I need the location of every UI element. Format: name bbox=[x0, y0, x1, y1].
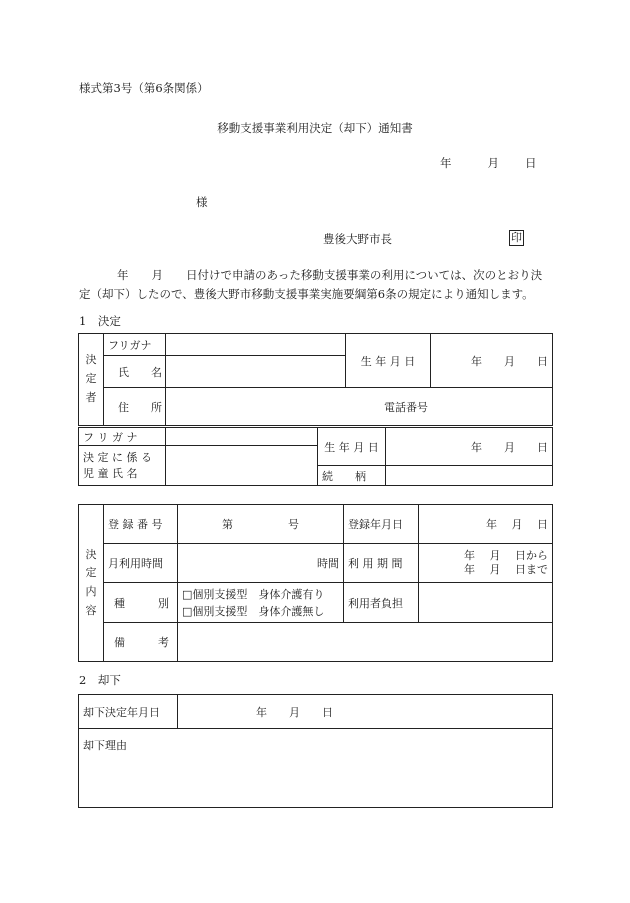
body-line-1: 年 月 日付けで申請のあった移動支援事業の利用については、次のとおり決 bbox=[117, 268, 543, 282]
child-birthdate-value[interactable]: 年 月 日 bbox=[386, 428, 553, 466]
relation-field[interactable] bbox=[386, 466, 553, 486]
document-title: 移動支援事業利用決定（却下）通知書 bbox=[217, 121, 413, 135]
decision-side-label: 決 定 内 容 bbox=[79, 505, 104, 662]
phone-label: 電話番号 bbox=[384, 400, 428, 414]
seal-mark bbox=[509, 230, 524, 246]
period-to: 年 月 日まで bbox=[464, 563, 548, 576]
reg-date-field[interactable]: 年 月 日 bbox=[419, 505, 553, 544]
rejection-table bbox=[78, 694, 553, 808]
decision-table bbox=[78, 504, 553, 662]
reg-no-label: 登 録 番 号 bbox=[104, 505, 178, 544]
child-name-label: 決 定 に 係 る 児 童 氏 名 bbox=[79, 446, 166, 486]
remarks-label: 備 考 bbox=[104, 623, 178, 662]
reg-date-label: 登録年月日 bbox=[344, 505, 419, 544]
section1-heading: 1 決定 bbox=[79, 314, 121, 328]
reg-no-field[interactable]: 第 号 bbox=[178, 505, 344, 544]
issue-date bbox=[440, 155, 537, 171]
addressee-suffix: 様 bbox=[196, 195, 208, 209]
furigana-field[interactable] bbox=[166, 334, 346, 356]
name-field[interactable] bbox=[166, 356, 346, 388]
child-table bbox=[78, 427, 553, 486]
reject-date-label: 却下決定年月日 bbox=[79, 695, 178, 729]
type-label: 種 別 bbox=[104, 583, 178, 623]
form-number: 様式第3号（第6条関係） bbox=[79, 81, 209, 95]
issuer-name: 豊後大野市長 bbox=[323, 232, 392, 246]
decider-side-label: 決 定 者 bbox=[79, 334, 104, 426]
burden-field[interactable] bbox=[419, 583, 553, 623]
seal-label: 印 bbox=[511, 231, 522, 244]
reject-reason-label: 却下理由 bbox=[83, 739, 127, 752]
reject-date-field[interactable]: 年 月 日 bbox=[178, 695, 553, 729]
address-label: 住 所 bbox=[104, 388, 166, 426]
child-furigana-field[interactable] bbox=[166, 428, 318, 446]
child-birthdate-label: 生 年 月 日 bbox=[318, 428, 386, 466]
birthdate-value[interactable]: 年 月 日 bbox=[431, 334, 553, 388]
furigana-label: フリガナ bbox=[104, 334, 166, 356]
monthly-hours-label: 月利用時間 bbox=[104, 544, 178, 583]
type-option-without-care[interactable]: □個別支援型 身体介護無し bbox=[182, 604, 325, 618]
period-from: 年 月 日から bbox=[464, 549, 548, 562]
relation-label: 続 柄 bbox=[318, 466, 386, 486]
year-label: 年 bbox=[440, 156, 452, 170]
type-option-with-care[interactable]: □個別支援型 身体介護有り bbox=[182, 587, 325, 601]
month-label: 月 bbox=[487, 156, 499, 170]
child-name-field[interactable] bbox=[166, 446, 318, 486]
decider-table bbox=[78, 333, 553, 426]
section2-heading: 2 却下 bbox=[79, 673, 121, 687]
birthdate-label: 生 年 月 日 bbox=[346, 334, 431, 388]
reject-reason-box[interactable] bbox=[79, 729, 553, 808]
name-label: 氏 名 bbox=[104, 356, 166, 388]
burden-label: 利用者負担 bbox=[344, 583, 419, 623]
period-field[interactable] bbox=[419, 544, 553, 583]
body-line-2: 定（却下）したので、豊後大野市移動支援事業実施要綱第6条の規定により通知します。 bbox=[79, 287, 534, 301]
type-options bbox=[178, 583, 344, 623]
remarks-field[interactable] bbox=[178, 623, 553, 662]
monthly-hours-field[interactable]: 時間 bbox=[178, 544, 344, 583]
child-furigana-label: フ リ ガ ナ bbox=[79, 428, 166, 446]
period-label: 利 用 期 間 bbox=[344, 544, 419, 583]
day-label: 日 bbox=[525, 156, 537, 170]
address-field[interactable] bbox=[166, 388, 553, 426]
